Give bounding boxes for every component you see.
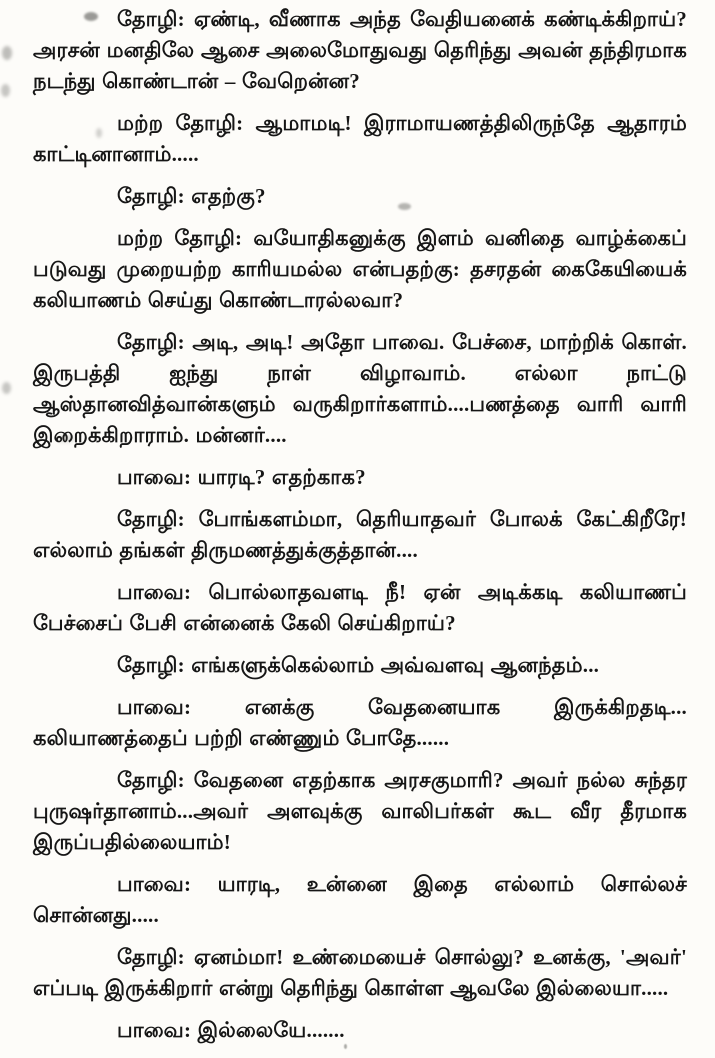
- dialogue-paragraph: பாவை: யாரடி, உன்னை இதை எல்லாம் சொல்லச் சொன்னது.....: [33, 872, 687, 927]
- text-block: [33, 4, 687, 1057]
- dialogue-paragraph: தோழி: எதற்கு?: [117, 184, 266, 208]
- dialogue-paragraph: தோழி: ஏண்டி, வீணாக அந்த வேதியனைக் கண்டிக்கிறாய்? அரசன் மனதிலே ஆசை அலைமோதுவது தெரிந்து அவன் தந்திரமாக நடந்து கொண்டான் – வேறென்ன?: [33, 7, 687, 93]
- scan-artifact: [1, 84, 10, 97]
- dialogue-paragraph: மற்ற தோழி: வயோதிகனுக்கு இளம் வனிதை வாழ்க்கைப் படுவது முறையற்ற காரியமல்ல என்பதற்கு: தசரதன் கைகேயியைக் கலியாணம் செய்து கொண்டாரல்லவா?: [33, 226, 687, 312]
- dialogue-paragraph: தோழி: அடி, அடி! அதோ பாவை. பேச்சை, மாற்றிக் கொள். இருபத்தி ஐந்து நாள் விழாவாம். எல்லா நாட்டு ஆஸ்தானவித்வான்களும் வருகிறார்களாம்....பணத்தை வாரி வாரி இறைக்கிறாராம். மன்னர்....: [33, 330, 687, 447]
- scan-artifact: [2, 382, 11, 394]
- dialogue-paragraph: தோழி: வேதனை எதற்காக அரசகுமாரி? அவர் நல்ல சுந்தர புருஷர்தானாம்...அவர் அளவுக்கு வாலிபர்கள் கூட வீர தீரமாக இருப்பதில்லையாம்!: [33, 768, 687, 854]
- dialogue-paragraph: பாவை: இல்லையே.......: [117, 1018, 345, 1042]
- dialogue-paragraph: தோழி: போங்களம்மா, தெரியாதவர் போலக் கேட்கிறீரே! எல்லாம் தங்கள் திருமணத்துக்குத்தான்....: [33, 507, 687, 562]
- dialogue-paragraph: தோழி: எங்களுக்கெல்லாம் அவ்வளவு ஆனந்தம்...: [117, 653, 600, 677]
- scan-artifact: [2, 46, 12, 60]
- dialogue-paragraph: பாவை: பொல்லாதவளடி நீ! ஏன் அடிக்கடி கலியாணப் பேச்சைப் பேசி என்னைக் கேலி செய்கிறாய்?: [33, 580, 687, 635]
- dialogue-paragraph: பாவை: யாரடி? எதற்காக?: [117, 465, 366, 489]
- dialogue-paragraph: பாவை: எனக்கு வேதனையாக இருக்கிறதடி... கலியாணத்தைப் பற்றி எண்ணும் போதே......: [33, 695, 687, 750]
- dialogue-paragraph: மற்ற தோழி: ஆமாமடி! இராமாயணத்திலிருந்தே ஆதாரம் காட்டினானாம்.....: [33, 111, 687, 166]
- dialogue-paragraph: தோழி: ஏனம்மா! உண்மையைச் சொல்லு? உனக்கு, 'அவர்' எப்படி இருக்கிறார் என்று தெரிந்து கொள்ள ஆவலே இல்லையா.....: [33, 945, 687, 1000]
